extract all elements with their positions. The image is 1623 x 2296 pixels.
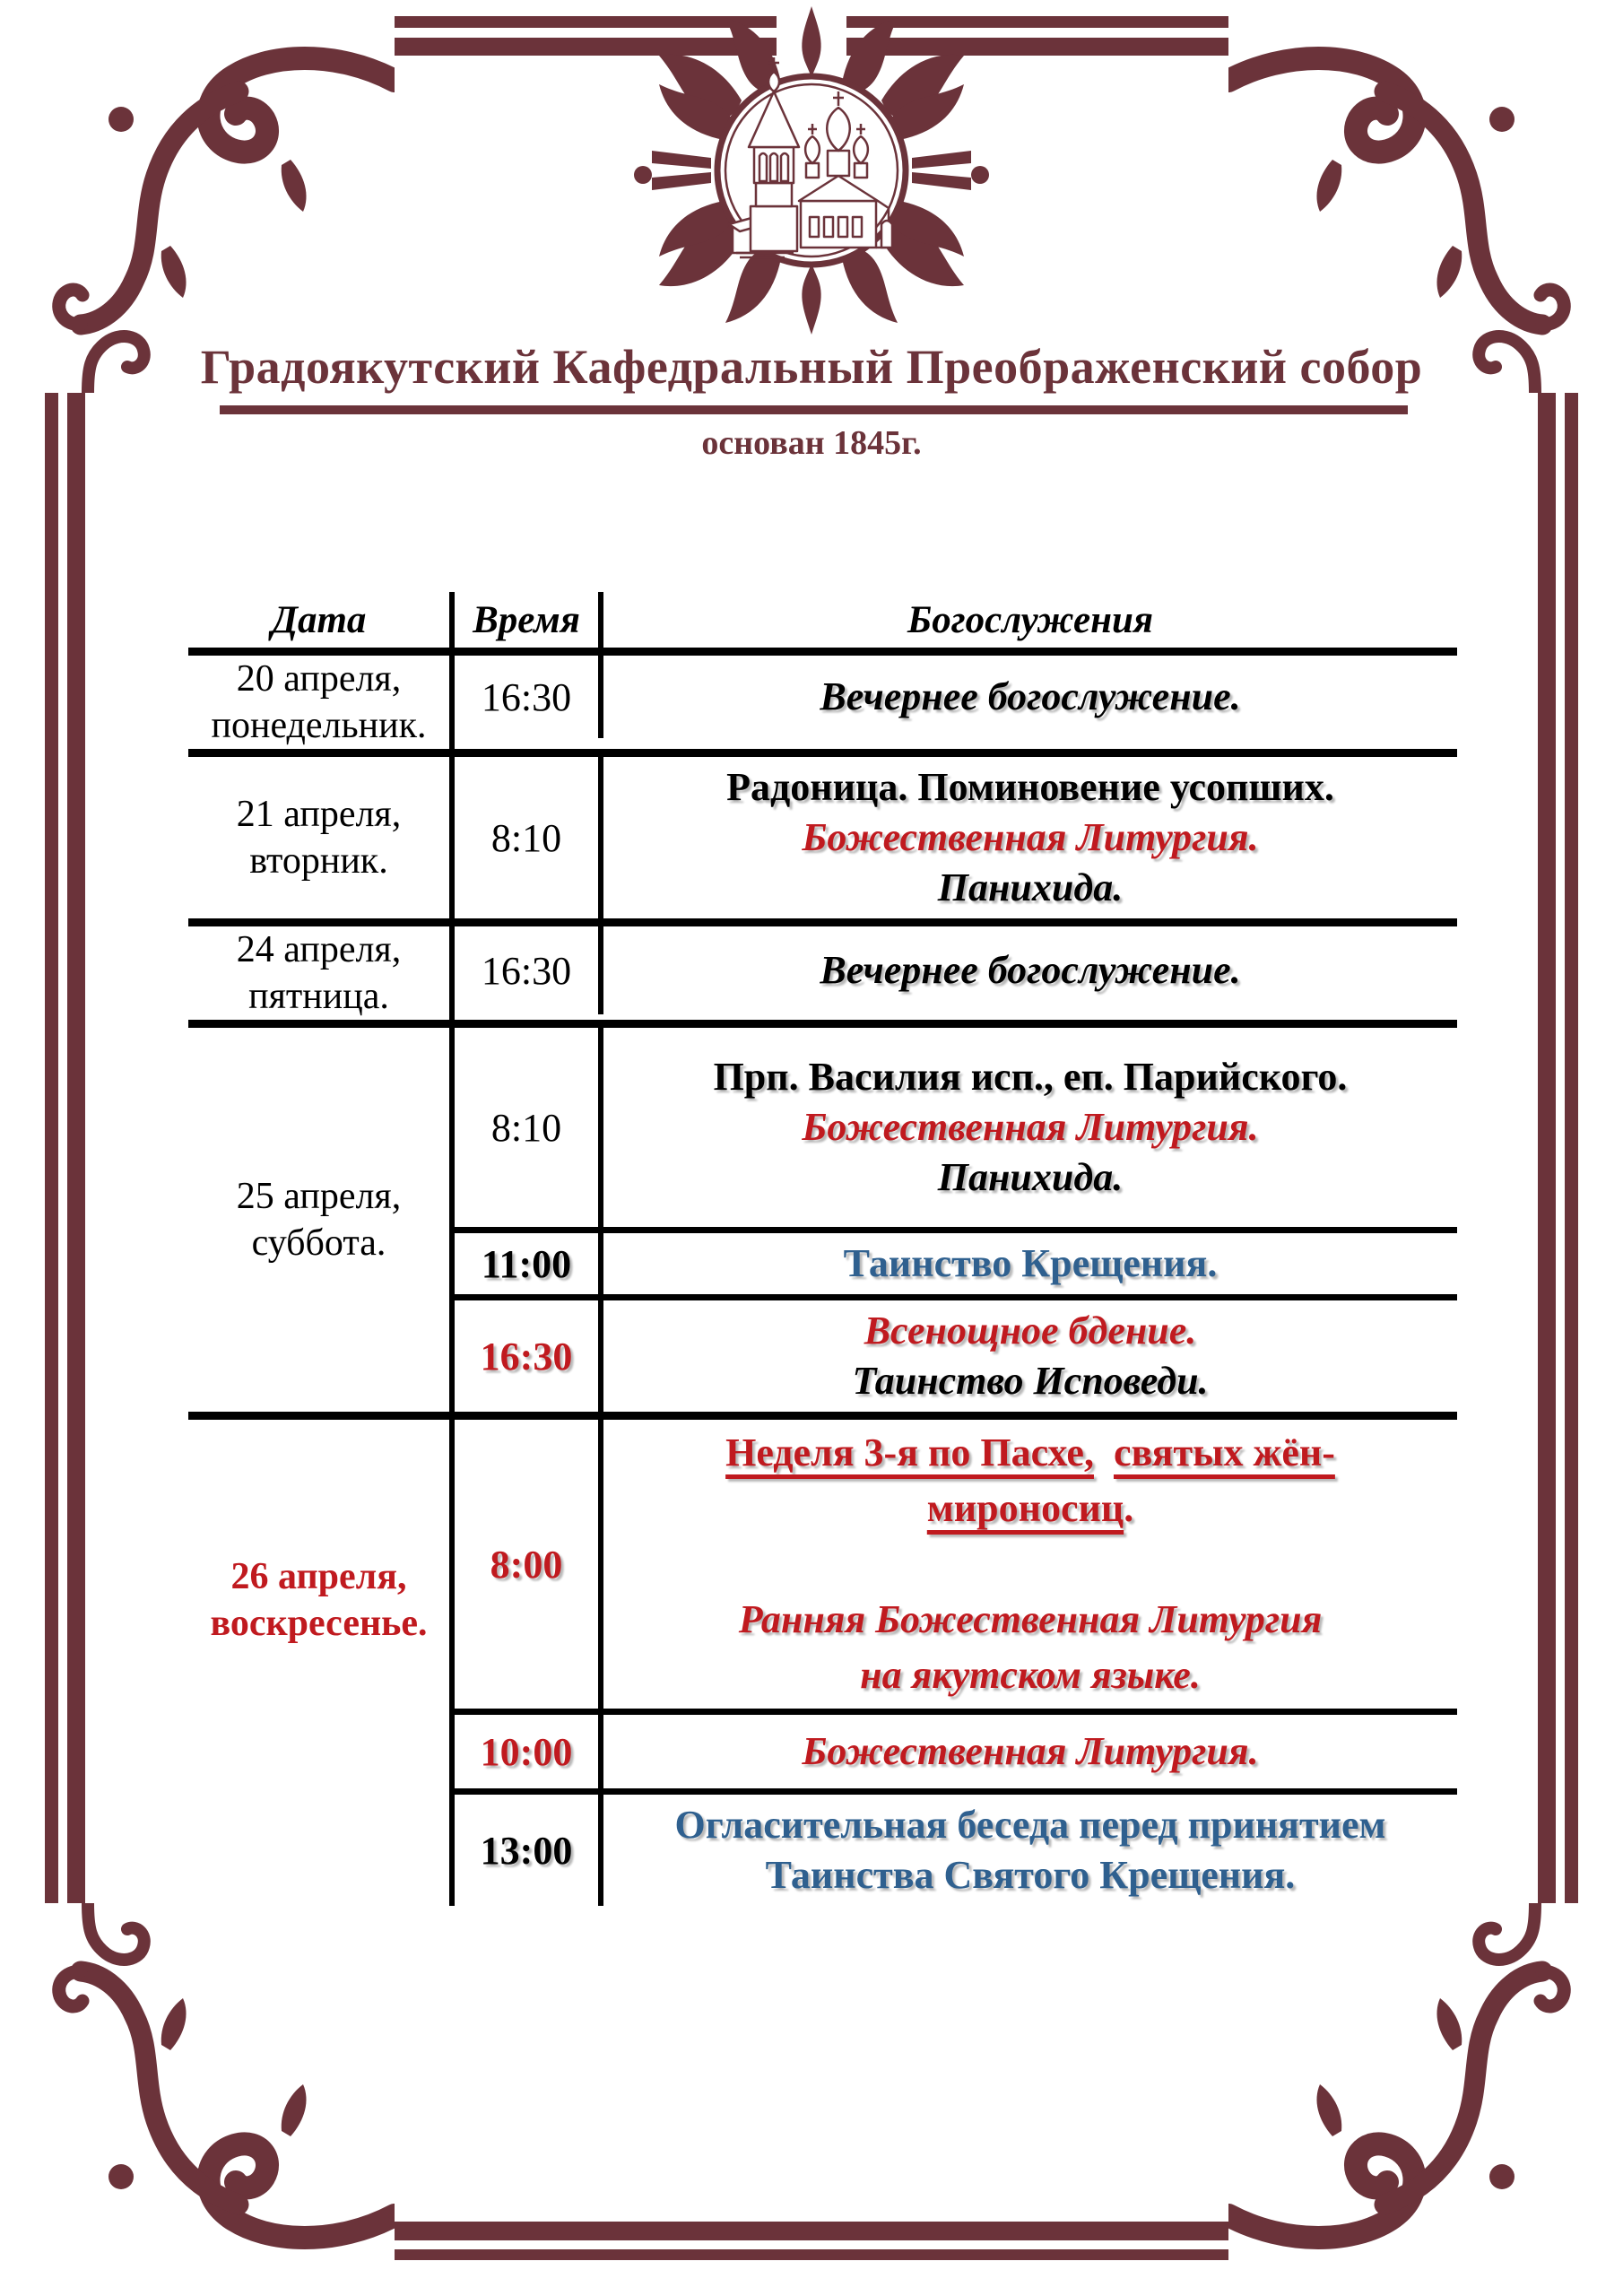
schedule-group: [188, 1020, 1457, 1412]
service-text: Всенощное бдение.: [864, 1309, 1197, 1352]
service-cell: [603, 656, 1457, 738]
service-line: [864, 1306, 1197, 1356]
header-time: Время: [455, 592, 603, 648]
service-cell: [603, 1795, 1457, 1906]
group-rows: [455, 1028, 1457, 1412]
date-cell: [188, 1028, 455, 1412]
time-cell: 8:10: [455, 1028, 603, 1227]
service-line: [852, 1356, 1208, 1406]
page-subtitle: основан 1845г.: [701, 424, 922, 462]
service-text: Панихида.: [937, 1155, 1124, 1199]
time-cell: 13:00: [455, 1795, 603, 1906]
group-rows: [455, 1420, 1457, 1906]
service-text: Прп. Василия исп., еп. Парийского.: [713, 1055, 1348, 1099]
corner-flourish-bottom-right: [1228, 1903, 1587, 2262]
service-text: Неделя 3-я по Пасхе,: [725, 1431, 1094, 1474]
schedule-group: [188, 749, 1457, 918]
title-underline-rule: [220, 405, 1408, 414]
service-line: [739, 1592, 1323, 1648]
service-cell: [603, 757, 1457, 918]
service-text: Вечернее богослужение.: [820, 674, 1241, 718]
table-row: [455, 1028, 1457, 1227]
service-line: [726, 762, 1334, 813]
service-text: Божественная Литургия.: [802, 1105, 1259, 1149]
date-cell: [188, 656, 455, 749]
schedule-table: [188, 592, 1457, 1906]
service-cell: [603, 1420, 1457, 1709]
church-emblem: [632, 0, 991, 341]
service-line: [802, 1726, 1258, 1777]
date-line: понедельник.: [211, 705, 427, 746]
table-row: [455, 1709, 1457, 1788]
header-date: Дата: [188, 592, 455, 648]
border-bottom-thin: [395, 2249, 1228, 2260]
time-cell: 8:10: [455, 757, 603, 918]
time-cell: 16:30: [455, 656, 603, 738]
service-text: Таинство Исповеди.: [852, 1359, 1209, 1403]
border-left-outer: [45, 393, 58, 1903]
service-cell: [603, 1233, 1457, 1294]
table-row: [455, 1788, 1457, 1906]
table-row: [455, 926, 1457, 1014]
service-text: Панихида.: [937, 865, 1124, 909]
service-cell: [603, 926, 1457, 1014]
service-line: [802, 813, 1258, 863]
date-line: суббота.: [251, 1222, 386, 1264]
service-line: [820, 945, 1240, 996]
group-rows: [455, 926, 1457, 1020]
date-line: 25 апреля,: [236, 1176, 402, 1217]
table-header-row: [188, 592, 1457, 648]
service-text: мироносиц: [926, 1486, 1124, 1530]
service-text: .: [1124, 1486, 1134, 1530]
service-text: [1094, 1431, 1114, 1474]
corner-flourish-bottom-left: [36, 1903, 395, 2262]
date-line: 21 апреля,: [236, 794, 402, 835]
time-cell: 16:30: [455, 1300, 603, 1412]
date-line: 26 апреля,: [230, 1556, 407, 1597]
service-text: Таинства Святого Крещения.: [765, 1853, 1296, 1897]
border-left-inner: [67, 393, 85, 1903]
service-line: [938, 1152, 1123, 1203]
group-rows: [455, 656, 1457, 749]
date-cell: [188, 757, 455, 918]
border-right-inner: [1538, 393, 1556, 1903]
table-row: [455, 1227, 1457, 1294]
service-line: [714, 1052, 1348, 1102]
service-text: святых жён-: [1113, 1431, 1335, 1474]
table-row: [455, 1294, 1457, 1412]
table-row: [455, 1420, 1457, 1709]
service-text: Радоница. Поминовение усопших.: [726, 765, 1334, 809]
table-row: [455, 656, 1457, 738]
group-rows: [455, 757, 1457, 918]
service-line: [725, 1425, 1335, 1481]
service-line: [766, 1850, 1296, 1900]
table-body: [188, 648, 1457, 1906]
time-cell: 8:00: [455, 1420, 603, 1709]
service-line: [802, 1102, 1258, 1152]
service-line: [860, 1648, 1201, 1703]
service-cell: [603, 1028, 1457, 1227]
service-text: Таинство Крещения.: [843, 1241, 1218, 1285]
date-line: пятница.: [248, 976, 389, 1017]
service-line: [675, 1800, 1386, 1850]
service-text: Божественная Литургия.: [802, 1729, 1259, 1773]
date-line: воскресенье.: [210, 1603, 428, 1644]
header-services: Богослужения: [907, 598, 1154, 641]
time-cell: 10:00: [455, 1715, 603, 1788]
time-cell: 16:30: [455, 926, 603, 1014]
service-text: Ранняя Божественная Литургия: [738, 1597, 1323, 1641]
service-text: Божественная Литургия.: [802, 815, 1259, 859]
date-cell: [188, 1420, 455, 1906]
service-cell: [603, 1715, 1457, 1788]
border-bottom-thick: [395, 2222, 1228, 2240]
service-line: [820, 672, 1240, 722]
date-line: вторник.: [249, 840, 388, 882]
date-line: 24 апреля,: [236, 929, 402, 970]
border-right-outer: [1565, 393, 1578, 1903]
service-cell: [603, 1300, 1457, 1412]
service-text: на якутском языке.: [860, 1653, 1201, 1697]
schedule-group: [188, 648, 1457, 749]
date-cell: [188, 926, 455, 1020]
service-line: [927, 1481, 1133, 1536]
date-line: 20 апреля,: [236, 658, 402, 700]
service-line: [938, 863, 1123, 913]
time-cell: 11:00: [455, 1233, 603, 1294]
schedule-group: [188, 918, 1457, 1020]
service-text: Огласительная беседа перед принятием: [674, 1803, 1386, 1847]
page-title: Градоякутский Кафедральный Преображенский собор: [200, 340, 1423, 394]
service-line: [1026, 1536, 1036, 1592]
schedule-group: [188, 1412, 1457, 1906]
service-text: Вечернее богослужение.: [820, 948, 1241, 992]
service-line: [844, 1239, 1218, 1289]
table-row: [455, 757, 1457, 918]
